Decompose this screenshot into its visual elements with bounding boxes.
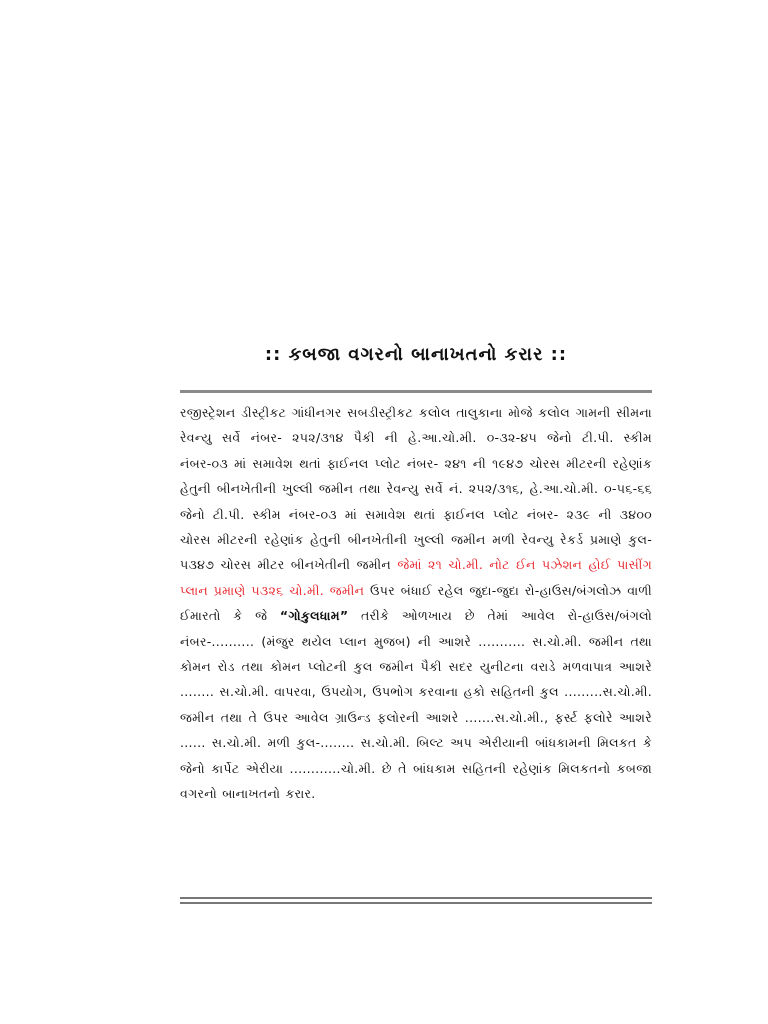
title-divider [180,390,652,393]
paragraph-text-part3: તરીકે ઓળખાય છે તેમાં આવેલ રો-હાઉસ/બંગલો નંબર-.......... (મંજુર થયેલ પ્લાન મુજબ) ની આશરે ........... સ.ચો.મી. જમીન તથા કોમન રોડ તથા કોમન પ્લોટની કુલ જમીન પૈકી સદર યુનીટના વરાડે મળવાપાત્ર આશરે ........ સ.ચો.મી. વાપરવા, ઉપયોગ, ઉપભોગ કરવાના હકો સહિતની કુલ .........સ.ચો.મી. જમીન તથા તે ઉપર આવેલ ગ્રાઉન્ડ ફલોરની આશરે .......સ.ચો.મી., ફર્સ્ટ ફલોરે આશરે ...... સ.ચો.મી. મળી કુલ-........ સ.ચો.મી. બિલ્ટ અપ એરીયાની બાંધકામની મિલકત કે જેનો કાર્પેટ એરીયા ............ચો.મી. છે તે બાંધકામ સહિતની રહેણાંક મિલકતનો કબજા વગરનો બાનાખતનો કરાર. [180,608,652,802]
agreement-paragraph [180,400,652,807]
highlighted-text: જેમાં ૨૧ ચો.મી. નોટ ઈન પઝેશન હોઈ પાસીંગ પ્લાન પ્રમાણે ૫૩૨૬ ચો.મી. જમીન [180,557,652,598]
page-title: :: કબજા વગરનો બાનાખતનો કરાર :: [264,344,568,365]
paragraph-text-part1: રજીસ્ટ્રેશન ડીસ્ટ્રીકટ ગાંધીનગર સબડીસ્ટ્રીકટ કલોલ તાલુકાના મોજે કલોલ ગામની સીમના રેવન્યુ સર્વે નંબર- ૨૫૨/૩૧૪ પૈકી ની હે.આ.ચો.મી. ૦-૩૨-૪૫ જેનો ટી.પી. સ્કીમ નંબર-૦૩ માં સમાવેશ થતાં ફાઈનલ પ્લોટ નંબર- ૨૪૧ ની ૧૯૪૭ ચોરસ મીટરની રહેણાંક હેતુની બીનખેતીની ખુલ્લી જમીન તથા રેવન્યુ સર્વે નં. ૨૫૨/૩૧૬, હે.આ.ચો.મી. ૦-૫૬-૬૬ જેનો ટી.પી. સ્કીમ નંબર-૦૩ માં સમાવેશ થતાં ફાઈનલ પ્લોટ નંબર- ૨૩૯ ની ૩૪૦૦ ચોરસ મીટરની રહેણાંક હેતુની બીનખેતીની ખુલ્લી જમીન મળી રેવન્યુ રેકર્ડ પ્રમાણે કુલ- ૫૩૪૭ ચોરસ મીટર બીનખેતીની જમીન [180,405,652,573]
project-name: “ગોકુલધામ” [279,608,349,624]
bottom-divider-lower [180,902,652,904]
bottom-divider-upper [180,897,652,899]
paragraph-text-part2: ઉપર બંધાઈ રહેલ જુદા-જુદા રો-હાઉસ/બંગલોઝ વાળી ઈમારતો કે જે [180,582,653,624]
